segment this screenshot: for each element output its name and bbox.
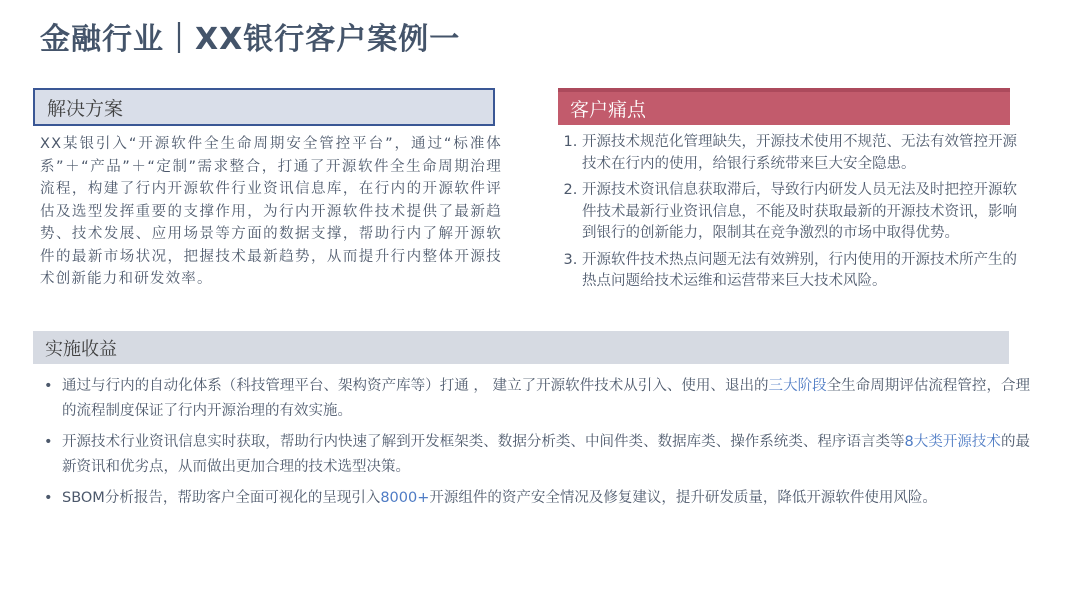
pain-points-header-label: 客户痛点 [570,99,647,121]
highlighted-text: 8000+ [380,490,430,506]
benefit-text: 开源技术行业资讯信息实时获取，帮助行内快速了解到开发框架类、数据分析类、中间件类、数据库类、操作系统类、程序语言类等 [62,434,905,450]
benefit-text: 全生命周期评估流程管控，合理的流程制度保证了行内开源治理的有效实施。 [62,378,1031,419]
benefit-item [42,374,1030,424]
benefits-header-label: 实施收益 [45,338,117,360]
benefit-item [42,430,1030,480]
benefit-text: 的最新资讯和优劣点，从而做出更加合理的技术选型决策。 [62,434,1030,475]
page-title: 金融行业｜XX银行客户案例一 [40,22,461,57]
benefit-text: SBOM分析报告，帮助客户全面可视化的呈现引入 [62,490,381,506]
benefit-item [42,486,1030,511]
solution-header-label: 解决方案 [47,97,124,120]
benefit-text: 开源组件的资产安全情况及修复建议，提升研发质量，降低开源软件使用风险。 [429,490,937,506]
benefits-list [42,374,1030,517]
pain-points-list [560,132,1018,298]
highlighted-text: 三大阶段 [768,378,827,394]
pain-point-item: 1. 开源技术规范化管理缺失，开源技术使用不规范、无法有效管控开源技术在行内的使用，给银行系统带来巨大安全隐患。 [582,132,1018,175]
benefits-header [33,331,1009,364]
solution-header [33,88,495,126]
pain-points-header [558,88,1010,125]
pain-point-item: 2. 开源技术资讯信息获取滞后，导致行内研发人员无法及时把控开源软件技术最新行业资讯信息，不能及时获取最新的开源技术资讯，影响到银行的创新能力，限制其在竞争激烈的市场中取得优势。 [582,180,1018,245]
benefit-text: 通过与行内的自动化体系（科技管理平台、架构资产库等）打通 ， 建立了开源软件技术从引入、使用、退出的 [62,378,769,394]
highlighted-text: 8大类开源技术 [904,434,1001,450]
solution-body-text: XX某银引入“开源软件全生命周期安全管控平台”，通过“标准体系”＋“产品”＋“定制”需求整合，打通了开源软件全生命周期治理流程，构建了行内开源软件行业资讯信息库，在行内的开源软件评估及选型发挥重要的支撑作用，为行内开源软件技术提供了最新趋势、技术发展、应用场景等方面的数据支撑，帮助行内了解开源软件的最新市场状况，把握技术最新趋势，从而提升行内整体开源技术创新能力和研发效率。 [40,136,502,287]
pain-point-item: 3. 开源软件技术热点问题无法有效辨别，行内使用的开源技术所产生的热点问题给技术运维和运营带来巨大技术风险。 [582,250,1018,293]
